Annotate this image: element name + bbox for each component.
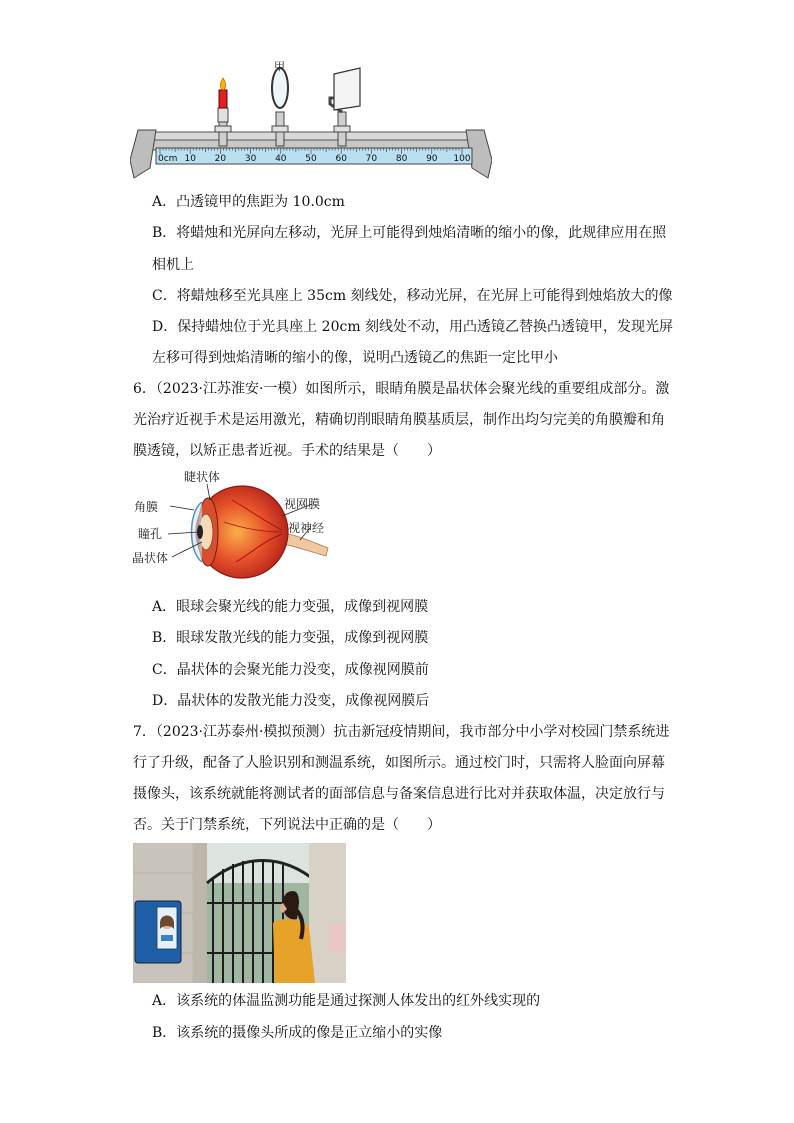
q6-stem-line-1: 6．（2023·江苏淮安·一模）如图所示，眼睛角膜是晶状体会聚光线的重要组成部分。激 <box>133 381 670 397</box>
scale-label: 40 <box>275 154 287 164</box>
q6-option-b: B．眼球发散光线的能力变强，成像到视网膜 <box>152 630 429 646</box>
scale-label: 0cm <box>158 154 178 164</box>
q7-stem-line-4: 否。关于门禁系统，下列说法中正确的是（ ） <box>133 817 441 833</box>
scale-label: 30 <box>244 154 257 164</box>
q7-option-b: B．该系统的摄像头所成的像是正立缩小的实像 <box>152 1025 443 1041</box>
q5-option-b: B．将蜡烛和光屏向左移动，光屏上可能得到烛焰清晰的缩小的像，此规律应用在照 <box>152 225 667 241</box>
convex-lens-jia <box>272 68 288 108</box>
optical-bench-figure <box>130 60 492 186</box>
q6-option-d: D．晶状体的发散光能力没变，成像视网膜后 <box>152 693 430 709</box>
scale-label: 10 <box>184 154 196 164</box>
q6-option-c: C．晶状体的会聚光能力没变，成像视网膜前 <box>152 662 429 678</box>
scale-label: 80 <box>395 154 408 164</box>
candle-flame <box>220 78 225 90</box>
light-screen <box>334 68 360 110</box>
eyeball-drawing <box>132 470 362 582</box>
q7-stem-line-2: 行了升级，配备了人脸识别和测温系统，如图所示。通过校门时，只需将人脸面向屏幕 <box>133 755 665 771</box>
scale-label: 20 <box>214 154 227 164</box>
gate-photo-drawing <box>133 843 346 983</box>
optical-bench-drawing <box>130 60 492 186</box>
q7-stem-line-1: 7．（2023·江苏泰州·模拟预测）抗击新冠疫情期间，我市部分中小学对校园门禁系统进 <box>133 724 670 740</box>
q6-stem-line-2: 光治疗近视手术是运用激光，精确切削眼睛角膜基质层，制作出均匀完美的角膜瓣和角 <box>133 412 665 428</box>
scale-label: 100 <box>453 154 471 164</box>
scale-label: 60 <box>335 154 347 164</box>
candle <box>219 90 227 108</box>
label-retina: 视网膜 <box>284 497 321 511</box>
scale-label: 90 <box>426 154 438 164</box>
q6-option-a: A．眼球会聚光线的能力变强，成像到视网膜 <box>152 599 429 615</box>
q5-option-d-cont: 左移可得到烛焰清晰的缩小的像，说明凸透镜乙的焦距一定比甲小 <box>152 350 558 366</box>
lens-label: 甲 <box>274 60 285 73</box>
q5-option-c: C．将蜡烛移至光具座上 35cm 刻线处，移动光屏，在光屏上可能得到烛焰放大的像 <box>152 288 673 304</box>
label-ciliary-body: 睫状体 <box>184 470 221 484</box>
q7-option-a: A．该系统的体温监测功能是通过探测人体发出的红外线实现的 <box>152 993 541 1009</box>
q7-stem-line-3: 摄像头，该系统就能将测试者的面部信息与备案信息进行比对并获取体温，决定放行与 <box>133 786 665 802</box>
q5-option-b-cont: 相机上 <box>152 257 194 273</box>
label-pupil: 瞳孔 <box>138 527 163 541</box>
q5-option-d: D．保持蜡烛位于光具座上 20cm 刻线处不动，用凸透镜乙替换凸透镜甲，发现光屏 <box>152 319 674 335</box>
school-gate-photo <box>133 843 346 983</box>
scale-label: 50 <box>305 154 317 164</box>
eye-diagram <box>132 470 362 582</box>
q6-stem-line-3: 膜透镜，以矫正患者近视。手术的结果是（ ） <box>133 443 441 459</box>
label-lens: 晶状体 <box>132 551 169 565</box>
scale-label: 70 <box>365 154 378 164</box>
label-cornea: 角膜 <box>134 500 159 514</box>
q5-option-a: A．凸透镜甲的焦距为 10.0cm <box>152 194 345 210</box>
label-optic-nerve: 视神经 <box>288 521 325 535</box>
